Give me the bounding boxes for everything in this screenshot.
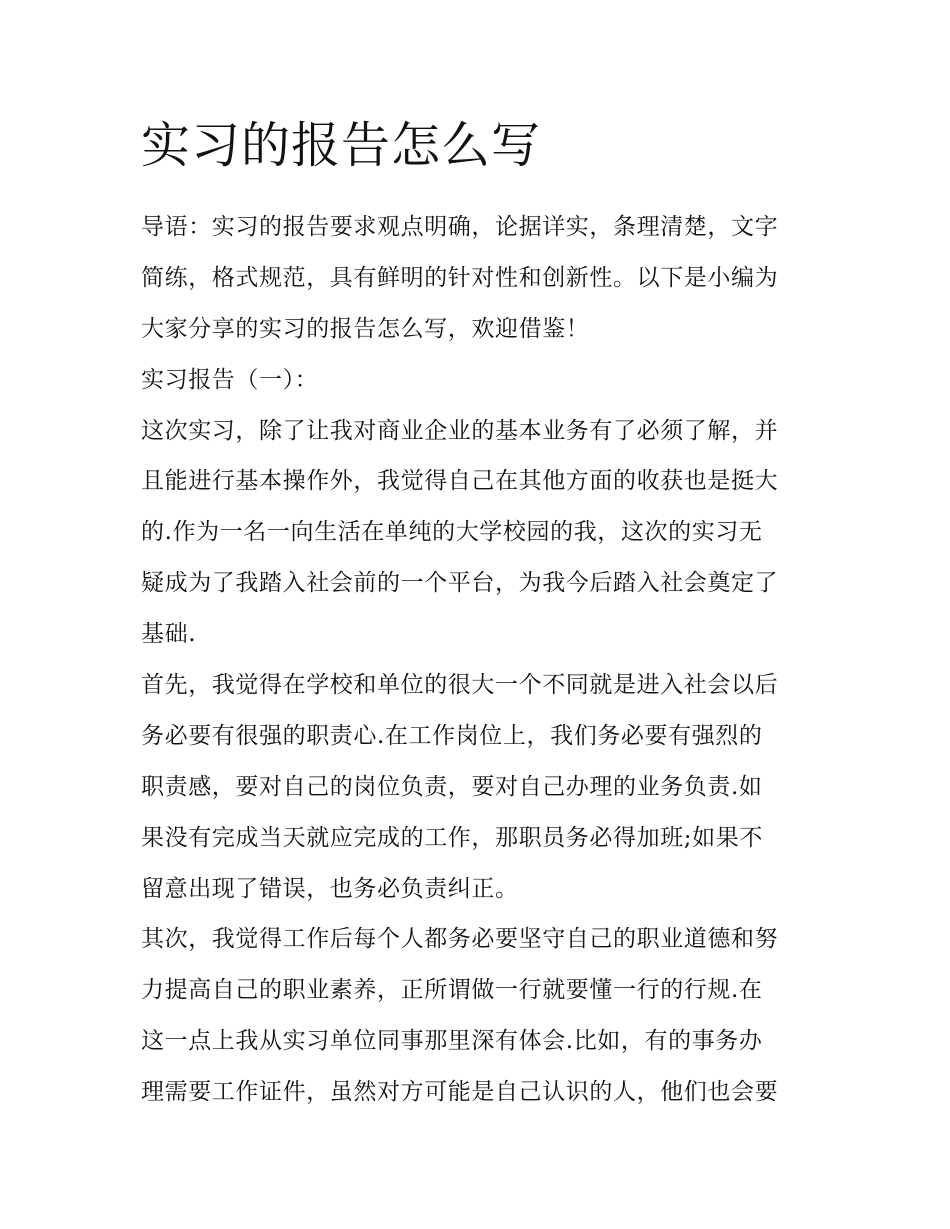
text-line: 的.作为一名一向生活在单纯的大学校园的我，这次的实习无 xyxy=(141,519,763,546)
document-content xyxy=(141,112,821,1118)
text-line: 这一点上我从实习单位同事那里深有体会.比如，有的事务办 xyxy=(141,1028,763,1055)
text-line: 且能进行基本操作外，我觉得自己在其他方面的收获也是挺大 xyxy=(141,468,779,495)
section-heading: 实习报告（一）： xyxy=(141,366,319,393)
text-line: 导语：实习的报告要求观点明确，论据详实，条理清楚，文字 xyxy=(141,214,779,240)
document-body xyxy=(141,202,821,1118)
text-line: 疑成为了我踏入社会前的一个平台，为我今后踏入社会奠定了 xyxy=(141,570,779,597)
text-line: 其次，我觉得工作后每个人都务必要坚守自己的职业道德和努 xyxy=(141,926,779,953)
text-line: 大家分享的实习的报告怎么写，欢迎借鉴！ xyxy=(141,315,590,342)
text-line: 果没有完成当天就应完成的工作，那职员务必得加班;如果不 xyxy=(141,824,763,851)
text-line: 力提高自己的职业素养，正所谓做一行就要懂一行的行规.在 xyxy=(141,977,763,1004)
text-line: 首先，我觉得在学校和单位的很大一个不同就是进入社会以后 xyxy=(141,672,779,699)
document-title: 实习的报告怎么写 xyxy=(141,117,542,174)
text-line: 简练，格式规范，具有鲜明的针对性和创新性。以下是小编为 xyxy=(141,264,779,291)
text-line: 务必要有很强的职责心.在工作岗位上，我们务必要有强烈的 xyxy=(141,722,763,749)
text-line: 基础. xyxy=(141,621,197,648)
text-line: 这次实习，除了让我对商业企业的基本业务有了必须了解，并 xyxy=(141,417,779,444)
text-line: 留意出现了错误，也务必负责纠正。 xyxy=(141,875,519,902)
text-line: 职责感，要对自己的岗位负责，要对自己办理的业务负责.如 xyxy=(141,773,763,800)
text-line: 理需要工作证件，虽然对方可能是自己认识的人，他们也会要 xyxy=(141,1079,779,1106)
